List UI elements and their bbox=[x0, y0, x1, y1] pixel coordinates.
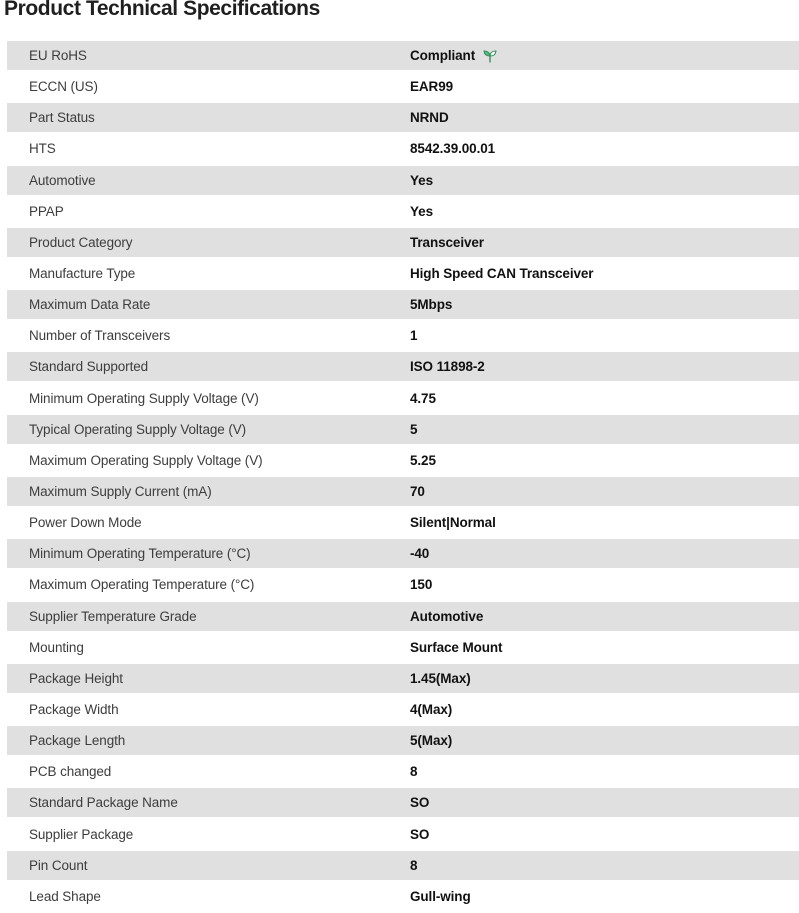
spec-label: Manufacture Type bbox=[29, 265, 136, 281]
table-row bbox=[7, 72, 799, 101]
spec-value-text: 5Mbps bbox=[410, 297, 453, 313]
spec-value bbox=[410, 733, 799, 748]
spec-table bbox=[7, 41, 799, 913]
spec-value-text: ISO 11898-2 bbox=[410, 359, 485, 375]
spec-label: Power Down Mode bbox=[29, 515, 142, 531]
spec-label: Package Width bbox=[29, 701, 119, 717]
spec-value-text: 8 bbox=[410, 764, 418, 780]
table-row bbox=[7, 726, 799, 755]
spec-value-text: Compliant bbox=[410, 48, 476, 63]
spec-value-text: High Speed CAN Transceiver bbox=[410, 265, 594, 281]
spec-value-text: Automotive bbox=[410, 608, 484, 624]
table-row bbox=[7, 446, 799, 475]
spec-label: Part Status bbox=[29, 110, 95, 126]
spec-value bbox=[410, 795, 799, 810]
spec-label: Supplier Package bbox=[29, 826, 134, 842]
spec-value bbox=[410, 577, 799, 592]
spec-label: Standard Supported bbox=[29, 359, 149, 375]
spec-value-text: 1.45(Max) bbox=[410, 670, 471, 686]
table-row bbox=[7, 197, 799, 226]
spec-value-text: 4(Max) bbox=[410, 701, 453, 717]
table-row bbox=[7, 352, 799, 381]
spec-value bbox=[410, 515, 799, 530]
spec-value bbox=[410, 173, 799, 188]
spec-value bbox=[410, 484, 799, 499]
spec-value-text: 8 bbox=[410, 857, 418, 873]
table-row bbox=[7, 757, 799, 786]
spec-label: PCB changed bbox=[29, 764, 112, 780]
spec-value bbox=[410, 671, 799, 686]
spec-value bbox=[410, 204, 799, 219]
spec-label: Number of Transceivers bbox=[29, 328, 171, 344]
table-row bbox=[7, 384, 799, 413]
spec-value bbox=[410, 79, 799, 94]
spec-label: Maximum Operating Temperature (°C) bbox=[29, 577, 255, 593]
spec-value bbox=[410, 391, 799, 406]
spec-label: Automotive bbox=[29, 172, 96, 188]
table-row bbox=[7, 290, 799, 319]
spec-value bbox=[410, 764, 799, 779]
spec-value-text: 5(Max) bbox=[410, 733, 453, 749]
spec-label: Mounting bbox=[29, 639, 84, 655]
table-row bbox=[7, 570, 799, 599]
spec-label: Maximum Operating Supply Voltage (V) bbox=[29, 452, 263, 468]
spec-value bbox=[410, 297, 799, 312]
table-row bbox=[7, 602, 799, 631]
table-row bbox=[7, 415, 799, 444]
spec-value-text: 1 bbox=[410, 328, 418, 344]
spec-value bbox=[410, 858, 799, 873]
spec-label: Typical Operating Supply Voltage (V) bbox=[29, 421, 247, 437]
spec-label: ECCN (US) bbox=[29, 79, 98, 95]
table-row bbox=[7, 228, 799, 257]
table-row bbox=[7, 633, 799, 662]
spec-value-text: 8542.39.00.01 bbox=[410, 141, 496, 157]
spec-value-text: 4.75 bbox=[410, 390, 436, 406]
spec-value bbox=[410, 141, 799, 156]
spec-label: Maximum Supply Current (mA) bbox=[29, 483, 212, 499]
spec-value-text: Transceiver bbox=[410, 234, 484, 250]
spec-value bbox=[410, 640, 799, 655]
spec-value-text: Surface Mount bbox=[410, 639, 503, 655]
table-row bbox=[7, 539, 799, 568]
table-row bbox=[7, 664, 799, 693]
table-row bbox=[7, 134, 799, 163]
spec-value-text: -40 bbox=[410, 546, 430, 562]
spec-value bbox=[410, 702, 799, 717]
spec-label: PPAP bbox=[29, 203, 64, 219]
spec-value-text: 5 bbox=[410, 421, 418, 437]
spec-label: Pin Count bbox=[29, 857, 88, 873]
spec-value-text: Yes bbox=[410, 172, 433, 188]
spec-value-text: SO bbox=[410, 826, 430, 842]
spec-label: Supplier Temperature Grade bbox=[29, 608, 197, 624]
spec-value bbox=[410, 328, 799, 343]
spec-label: HTS bbox=[29, 141, 56, 157]
spec-value-text: 70 bbox=[410, 483, 425, 499]
table-row bbox=[7, 41, 799, 70]
spec-value-text: Silent|Normal bbox=[410, 515, 496, 531]
spec-label: Lead Shape bbox=[29, 888, 101, 904]
spec-value-text: 150 bbox=[410, 577, 433, 593]
page-title: Product Technical Specifications bbox=[4, 0, 320, 20]
spec-value bbox=[410, 48, 799, 64]
spec-value bbox=[410, 827, 799, 842]
spec-value-text: Gull-wing bbox=[410, 888, 471, 904]
table-row bbox=[7, 851, 799, 880]
table-row bbox=[7, 788, 799, 817]
spec-value bbox=[410, 453, 799, 468]
spec-value bbox=[410, 609, 799, 624]
table-row bbox=[7, 820, 799, 849]
table-row bbox=[7, 695, 799, 724]
spec-label: Standard Package Name bbox=[29, 795, 178, 811]
table-row bbox=[7, 103, 799, 132]
spec-value bbox=[410, 266, 799, 281]
spec-value-text: SO bbox=[410, 795, 430, 811]
table-row bbox=[7, 321, 799, 350]
table-row bbox=[7, 477, 799, 506]
table-row bbox=[7, 508, 799, 537]
spec-value bbox=[410, 889, 799, 904]
table-row bbox=[7, 259, 799, 288]
spec-value bbox=[410, 422, 799, 437]
spec-value-text: EAR99 bbox=[410, 79, 454, 95]
spec-value bbox=[410, 235, 799, 250]
table-row bbox=[7, 166, 799, 195]
leaf-icon bbox=[482, 48, 498, 64]
spec-value-text: Yes bbox=[410, 203, 433, 219]
spec-label: Product Category bbox=[29, 234, 133, 250]
spec-label: Minimum Operating Temperature (°C) bbox=[29, 546, 251, 562]
spec-label: Minimum Operating Supply Voltage (V) bbox=[29, 390, 259, 406]
spec-label: Package Height bbox=[29, 670, 123, 686]
spec-label: Maximum Data Rate bbox=[29, 297, 151, 313]
table-row bbox=[7, 882, 799, 911]
spec-label: Package Length bbox=[29, 733, 126, 749]
spec-value bbox=[410, 359, 799, 374]
spec-label: EU RoHS bbox=[29, 48, 87, 63]
spec-value bbox=[410, 110, 799, 125]
spec-value bbox=[410, 546, 799, 561]
spec-value-text: 5.25 bbox=[410, 452, 436, 468]
spec-value-text: NRND bbox=[410, 110, 449, 126]
